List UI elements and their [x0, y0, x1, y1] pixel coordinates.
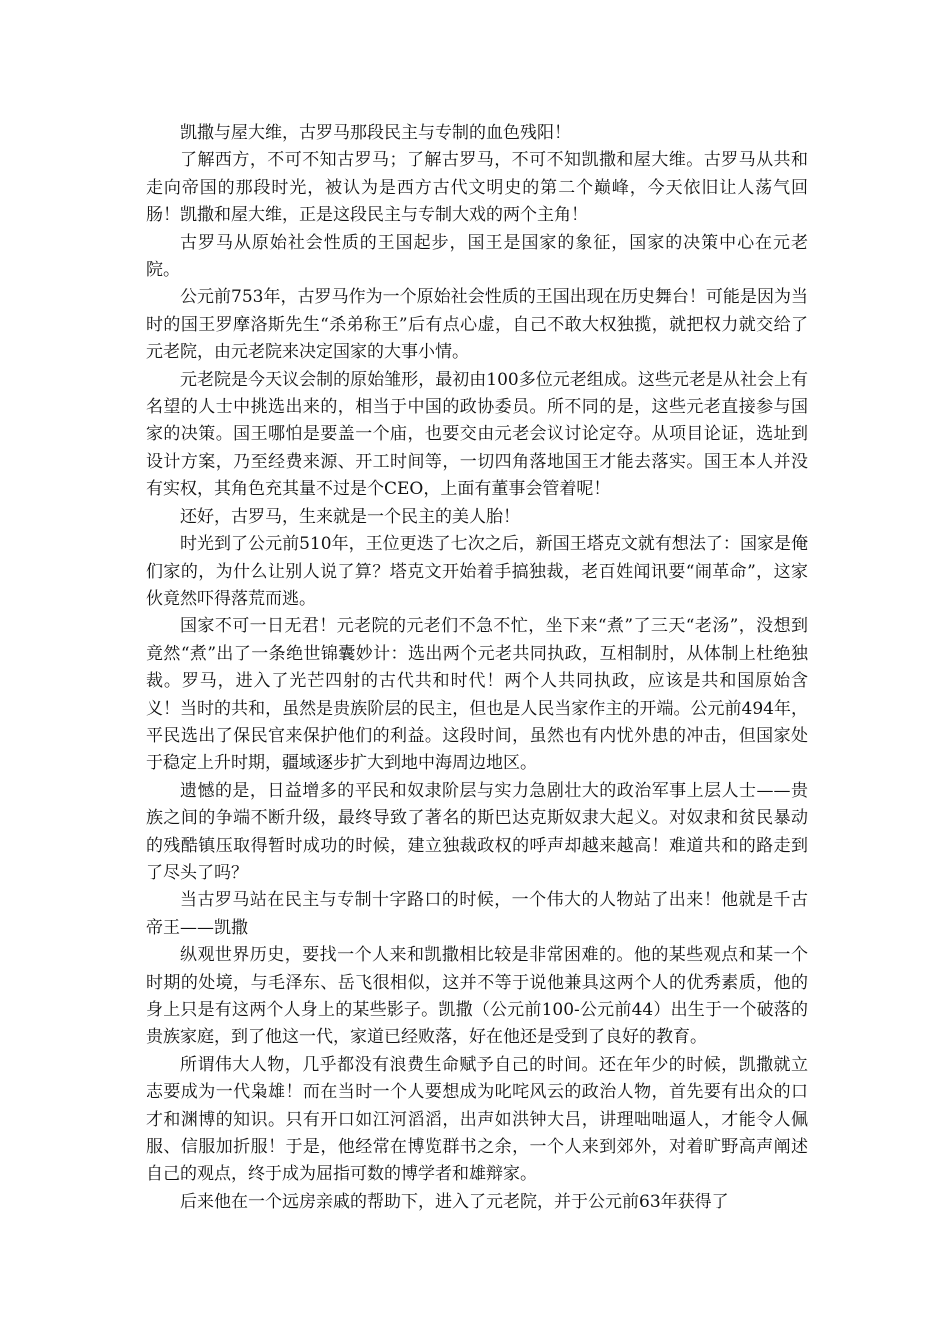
paragraph: 纵观世界历史，要找一个人来和凯撒相比较是非常困难的。他的某些观点和某一个时期的处境，与毛泽东、岳飞很相似，这并不等于说他兼具这两个人的优秀素质，他的身上只是有这两个人身上的某些影子。凯撒（公元前100-公元前44）出生于一个破落的贵族家庭，到了他这一代，家道已经败落，好在他还是受到了良好的教育。	[146, 945, 808, 1048]
paragraph: 还好，古罗马，生来就是一个民主的美人胎！	[180, 506, 520, 527]
paragraph: 时光到了公元前510年，王位更迭了七次之后，新国王塔克文就有想法了：国家是俺们家的，为什么让别人说了算？塔克文开始着手搞独裁，老百姓闻讯要“闹革命”，这家伙竟然吓得落荒而逃。	[146, 534, 808, 609]
paragraph: 公元前753年，古罗马作为一个原始社会性质的王国出现在历史舞台！可能是因为当时的国王罗摩洛斯先生“杀弟称王”后有点心虚，自己不敢大权独揽，就把权力就交给了元老院，由元老院来决定国家的大事小情。	[146, 287, 808, 363]
paragraph: 所谓伟大人物，几乎都没有浪费生命赋予自己的时间。还在年少的时候，凯撒就立志要成为一代枭雄！而在当时一个人要想成为叱咤风云的政治人物，首先要有出众的口才和渊博的知识。只有开口如江河滔滔，出声如洪钟大吕，讲理咄咄逼人，才能令人佩服、信服加折服！于是，他经常在博览群书之余，一个人来到郊外，对着旷野高声阐述自己的观点，终于成为屈指可数的博学者和雄辩家。	[146, 1054, 808, 1185]
title-paragraph: 凯撒与屋大维，古罗马那段民主与专制的血色残阳！	[180, 123, 571, 143]
paragraph: 古罗马从原始社会性质的王国起步，国王是国家的象征，国家的决策中心在元老院。	[146, 232, 808, 281]
paragraph: 了解西方，不可不知古罗马；了解古罗马，不可不知凯撒和屋大维。古罗马从共和走向帝国的那段时光，被认为是西方古代文明史的第二个巅峰，今天依旧让人荡气回肠！凯撒和屋大维，正是这段民主与专制大戏的两个主角！	[146, 150, 808, 226]
paragraph: 后来他在一个远房亲戚的帮助下，进入了元老院，并于公元前63年获得了	[180, 1191, 729, 1212]
paragraph: 遗憾的是，日益增多的平民和奴隶阶层与实力急剧壮大的政治军事上层人士——贵族之间的争端不断升级，最终导致了著名的斯巴达克斯奴隶大起义。对奴隶和贫民暴动的残酷镇压取得暂时成功的时候，建立独裁政权的呼声却越来越高！难道共和的路走到了尽头了吗？	[146, 780, 808, 883]
paragraph: 元老院是今天议会制的原始雏形，最初由100多位元老组成。这些元老是从社会上有名望的人士中挑选出来的，相当于中国的政协委员。所不同的是，这些元老直接参与国家的决策。国王哪怕是要盖一个庙，也要交由元老会议讨论定夺。从项目论证，选址到设计方案，乃至经费来源、开工时间等，一切四角落地国王才能去落实。国王本人并没有实权，其角色充其量不过是个CEO，上面有董事会管着呢！	[146, 369, 808, 500]
document-body	[146, 120, 808, 1216]
paragraph: 当古罗马站在民主与专制十字路口的时候，一个伟大的人物站了出来！他就是千古帝王——凯撒	[146, 890, 808, 938]
paragraph: 国家不可一日无君！元老院的元老们不急不忙，坐下来“煮”了三天“老汤”，没想到竟然“煮”出了一条绝世锦囊妙计：选出两个元老共同执政，互相制肘，从体制上杜绝独裁。罗马，进入了光芒四射的古代共和时代！两个人共同执政，应该是共和国原始含义！当时的共和，虽然是贵族阶层的民主，但也是人民当家作主的开端。公元前494年，平民选出了保民官来保护他们的利益。这段时间，虽然也有内忧外患的冲击，但国家处于稳定上升时期，疆域逐步扩大到地中海周边地区。	[146, 616, 808, 774]
